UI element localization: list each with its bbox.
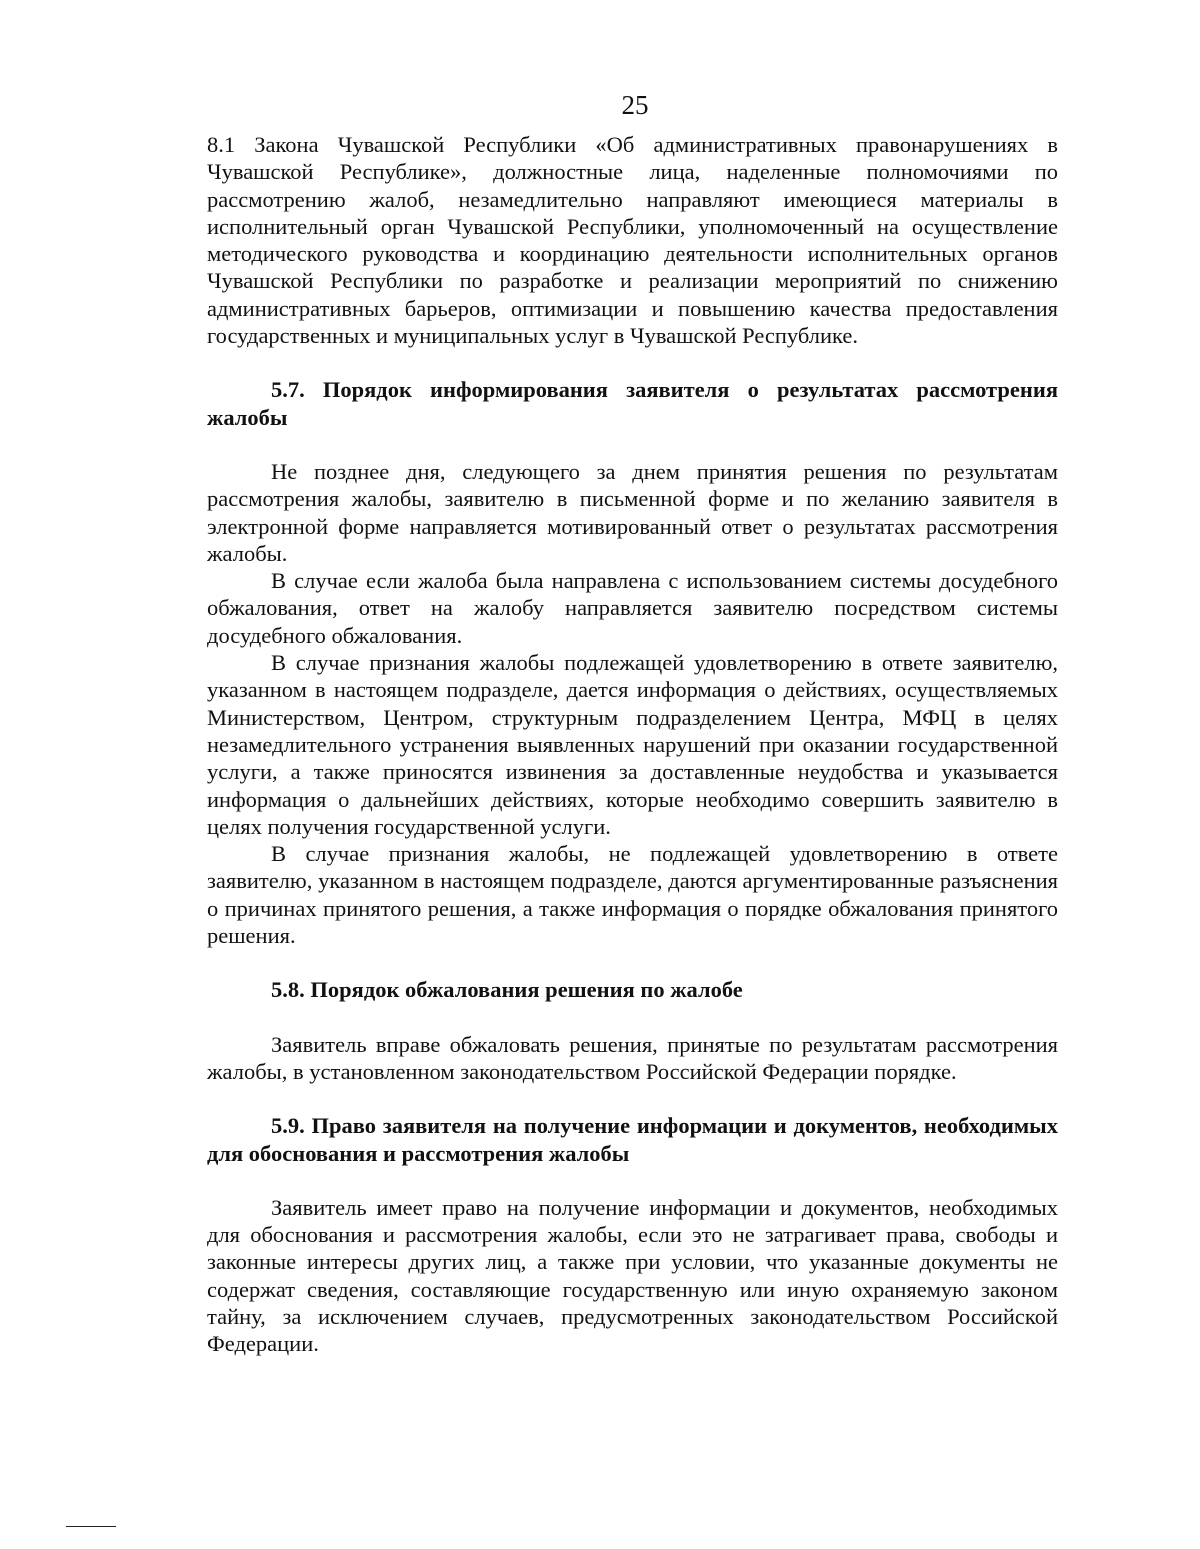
page-number: 25 [621,90,649,120]
document-body [207,131,1058,1358]
paragraph-5-7-2: В случае если жалоба была направлена с использованием системы досудебного обжалования, ответ на жалобу направляется заявителю посредством системы досудебного обжалования. [207,568,1058,648]
paragraph-5-7-4: В случае признания жалобы, не подлежащей удовлетворению в ответе заявителю, указанном в настоящем подразделе, даются аргументированные разъяснения о причинах принятого решения, а также информация о порядке обжалования принятого решения. [207,841,1058,949]
section-heading-5-8: 5.8. Порядок обжалования решения по жалобе [271,977,743,1003]
spacer [207,1085,1058,1112]
paragraph-5-8-1: Заявитель вправе обжаловать решения, принятые по результатам рассмотрения жалобы, в установленном законодательством Российской Федерации порядке. [207,1031,1058,1084]
spacer [207,1004,1058,1031]
section-heading-5-9: 5.9. Право заявителя на получение информации и документов, необходимых для обоснования и рассмотрения жалобы [207,1113,1058,1166]
spacer [207,1167,1058,1194]
paragraph-intro: 8.1 Закона Чувашской Республики «Об административных правонарушениях в Чувашской Республике», должностные лица, наделенные полномочиями по рассмотрению жалоб, незамедлительно направляют имеющиеся материалы в исполнительный орган Чувашской Республики, уполномоченный на осуществление методического руководства и координацию деятельности исполнительных органов Чувашской Республики по разработке и реализации мероприятий по снижению административных барьеров, оптимизации и повышению качества предоставления государственных и муниципальных услуг в Чувашской Республике. [207,132,1058,349]
footnote-separator [66,1526,116,1527]
spacer [207,949,1058,976]
spacer [207,431,1058,458]
section-heading-5-7: 5.7. Порядок информирования заявителя о результатах рассмотрения жалобы [207,377,1058,430]
paragraph-5-7-1: Не позднее дня, следующего за днем принятия решения по результатам рассмотрения жалобы, заявителю в письменной форме и по желанию заявителя в электронной форме направляется мотивированный ответ о результатах рассмотрения жалобы. [207,458,1058,566]
paragraph-5-7-3: В случае признания жалобы подлежащей удовлетворению в ответе заявителю, указанном в настоящем подразделе, дается информация о действиях, осуществляемых Министерством, Центром, структурным подразделением Центра, МФЦ в целях незамедлительного устранения выявленных нарушений при оказании государственной услуги, а также приносятся извинения за доставленные неудобства и указывается информация о дальнейших действиях, которые необходимо совершить заявителю в целях получения государственной услуги. [207,650,1058,839]
spacer [207,349,1058,376]
paragraph-5-9-1: Заявитель имеет право на получение информации и документов, необходимых для обоснования и рассмотрения жалобы, если это не затрагивает права, свободы и законные интересы других лиц, а также при условии, что указанные документы не содержат сведения, составляющие государственную или иную охраняемую законом тайну, за исключением случаев, предусмотренных законодательством Российской Федерации. [207,1194,1058,1357]
